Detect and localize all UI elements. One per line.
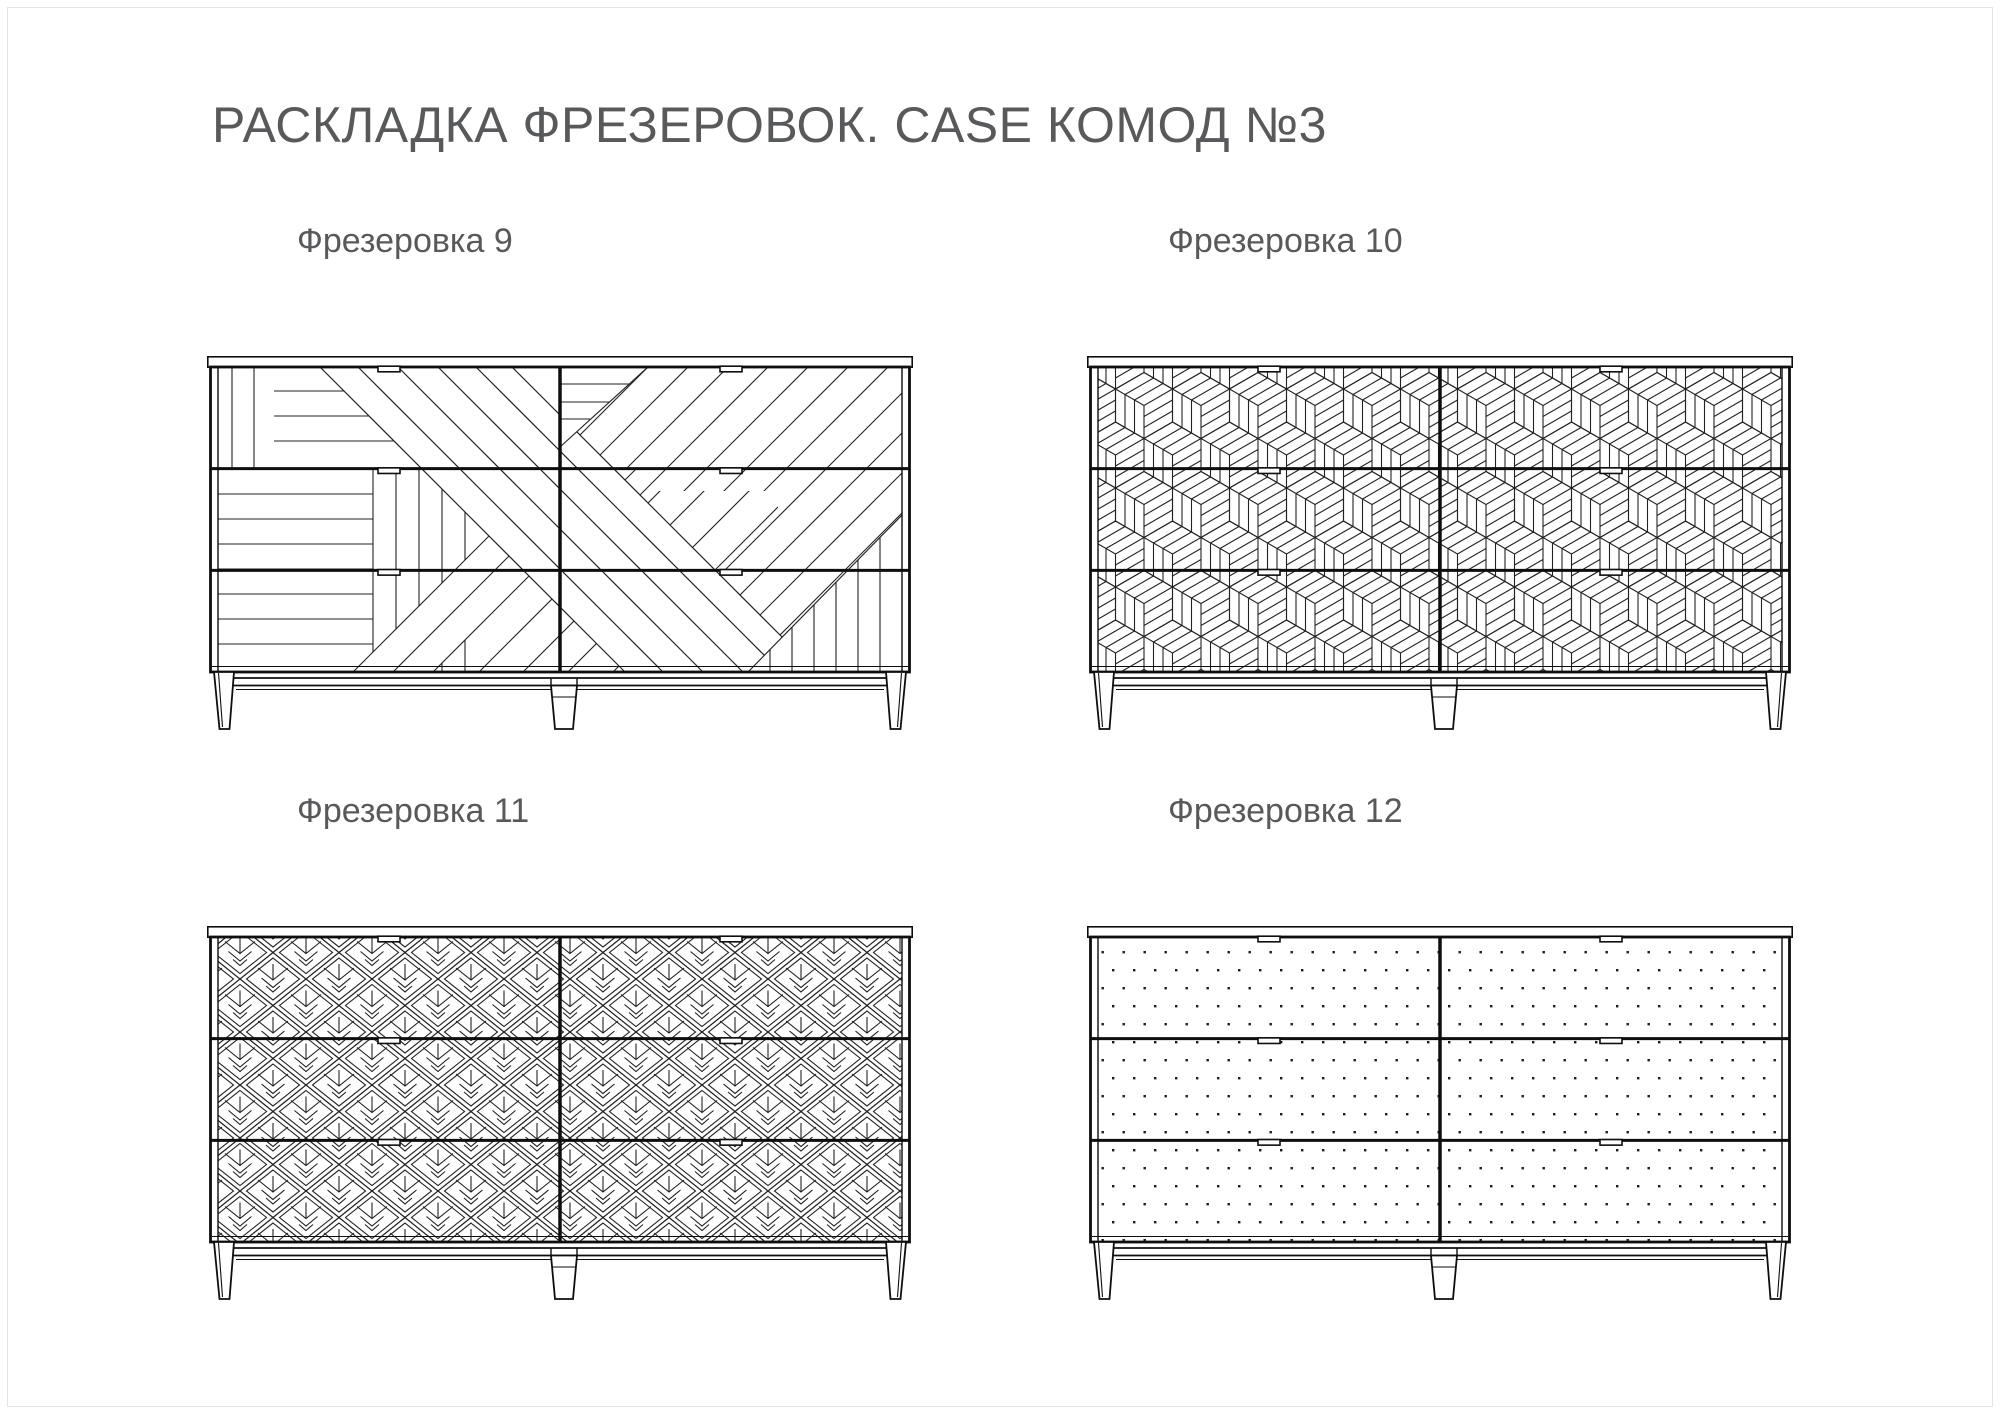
drawer-handle: [1258, 570, 1280, 576]
drawer-handle: [1600, 936, 1622, 942]
right-leg: [886, 1242, 906, 1299]
cabinet-svg: [207, 356, 913, 732]
plinth-and-legs: [1094, 672, 1786, 729]
center-leg: [551, 686, 577, 730]
drawer-handle: [1600, 366, 1622, 372]
right-leg: [886, 672, 906, 729]
drawer-handle: [378, 936, 400, 942]
drawer-handle: [720, 936, 742, 942]
figure-label-freza-10: Фрезеровка 10: [1168, 222, 1403, 260]
cabinet-drawing-freza-9: [207, 356, 913, 732]
drawer-handle: [720, 366, 742, 372]
drawer-handle: [1600, 1038, 1622, 1044]
figure-label-freza-9: Фрезеровка 9: [297, 222, 513, 260]
drawer-handle: [1258, 366, 1280, 372]
drawer-handle: [720, 1038, 742, 1044]
cabinet-svg: [207, 926, 913, 1302]
drawer-front-pattern: [218, 367, 913, 672]
drawer-handle: [1600, 570, 1622, 576]
center-leg: [551, 1256, 577, 1300]
cabinet-drawing-freza-12: [1087, 926, 1793, 1302]
drawer-handle: [720, 1140, 742, 1146]
page-title: РАСКЛАДКА ФРЕЗЕРОВОК. CASE КОМОД №3: [212, 97, 1327, 153]
center-leg: [1431, 1256, 1457, 1300]
drawer-handle: [1600, 1140, 1622, 1146]
right-leg: [1766, 672, 1786, 729]
center-leg: [1431, 686, 1457, 730]
left-leg: [214, 672, 234, 729]
left-leg: [214, 1242, 234, 1299]
drawer-handle: [720, 570, 742, 576]
cabinet-drawing-freza-11: [207, 926, 913, 1302]
right-leg: [1766, 1242, 1786, 1299]
drawer-handle: [720, 468, 742, 474]
cabinet-drawing-freza-10: [1087, 356, 1793, 732]
cabinet-svg: [1087, 356, 1793, 732]
drawer-handle: [378, 570, 400, 576]
drawer-handle: [1258, 936, 1280, 942]
left-leg: [1094, 1242, 1114, 1299]
cabinet-svg: [1087, 926, 1793, 1302]
drawer-handle: [378, 366, 400, 372]
figure-label-freza-12: Фрезеровка 12: [1168, 792, 1403, 830]
drawer-handle: [1258, 468, 1280, 474]
plinth-and-legs: [1094, 1242, 1786, 1299]
drawer-handle: [378, 1140, 400, 1146]
plinth-and-legs: [214, 1242, 906, 1299]
drawer-handle: [1600, 468, 1622, 474]
drawer-handle: [1258, 1140, 1280, 1146]
drawer-handle: [1258, 1038, 1280, 1044]
plinth-and-legs: [214, 672, 906, 729]
figure-label-freza-11: Фрезеровка 11: [297, 792, 530, 830]
drawer-handle: [378, 1038, 400, 1044]
drawer-handle: [378, 468, 400, 474]
left-leg: [1094, 672, 1114, 729]
